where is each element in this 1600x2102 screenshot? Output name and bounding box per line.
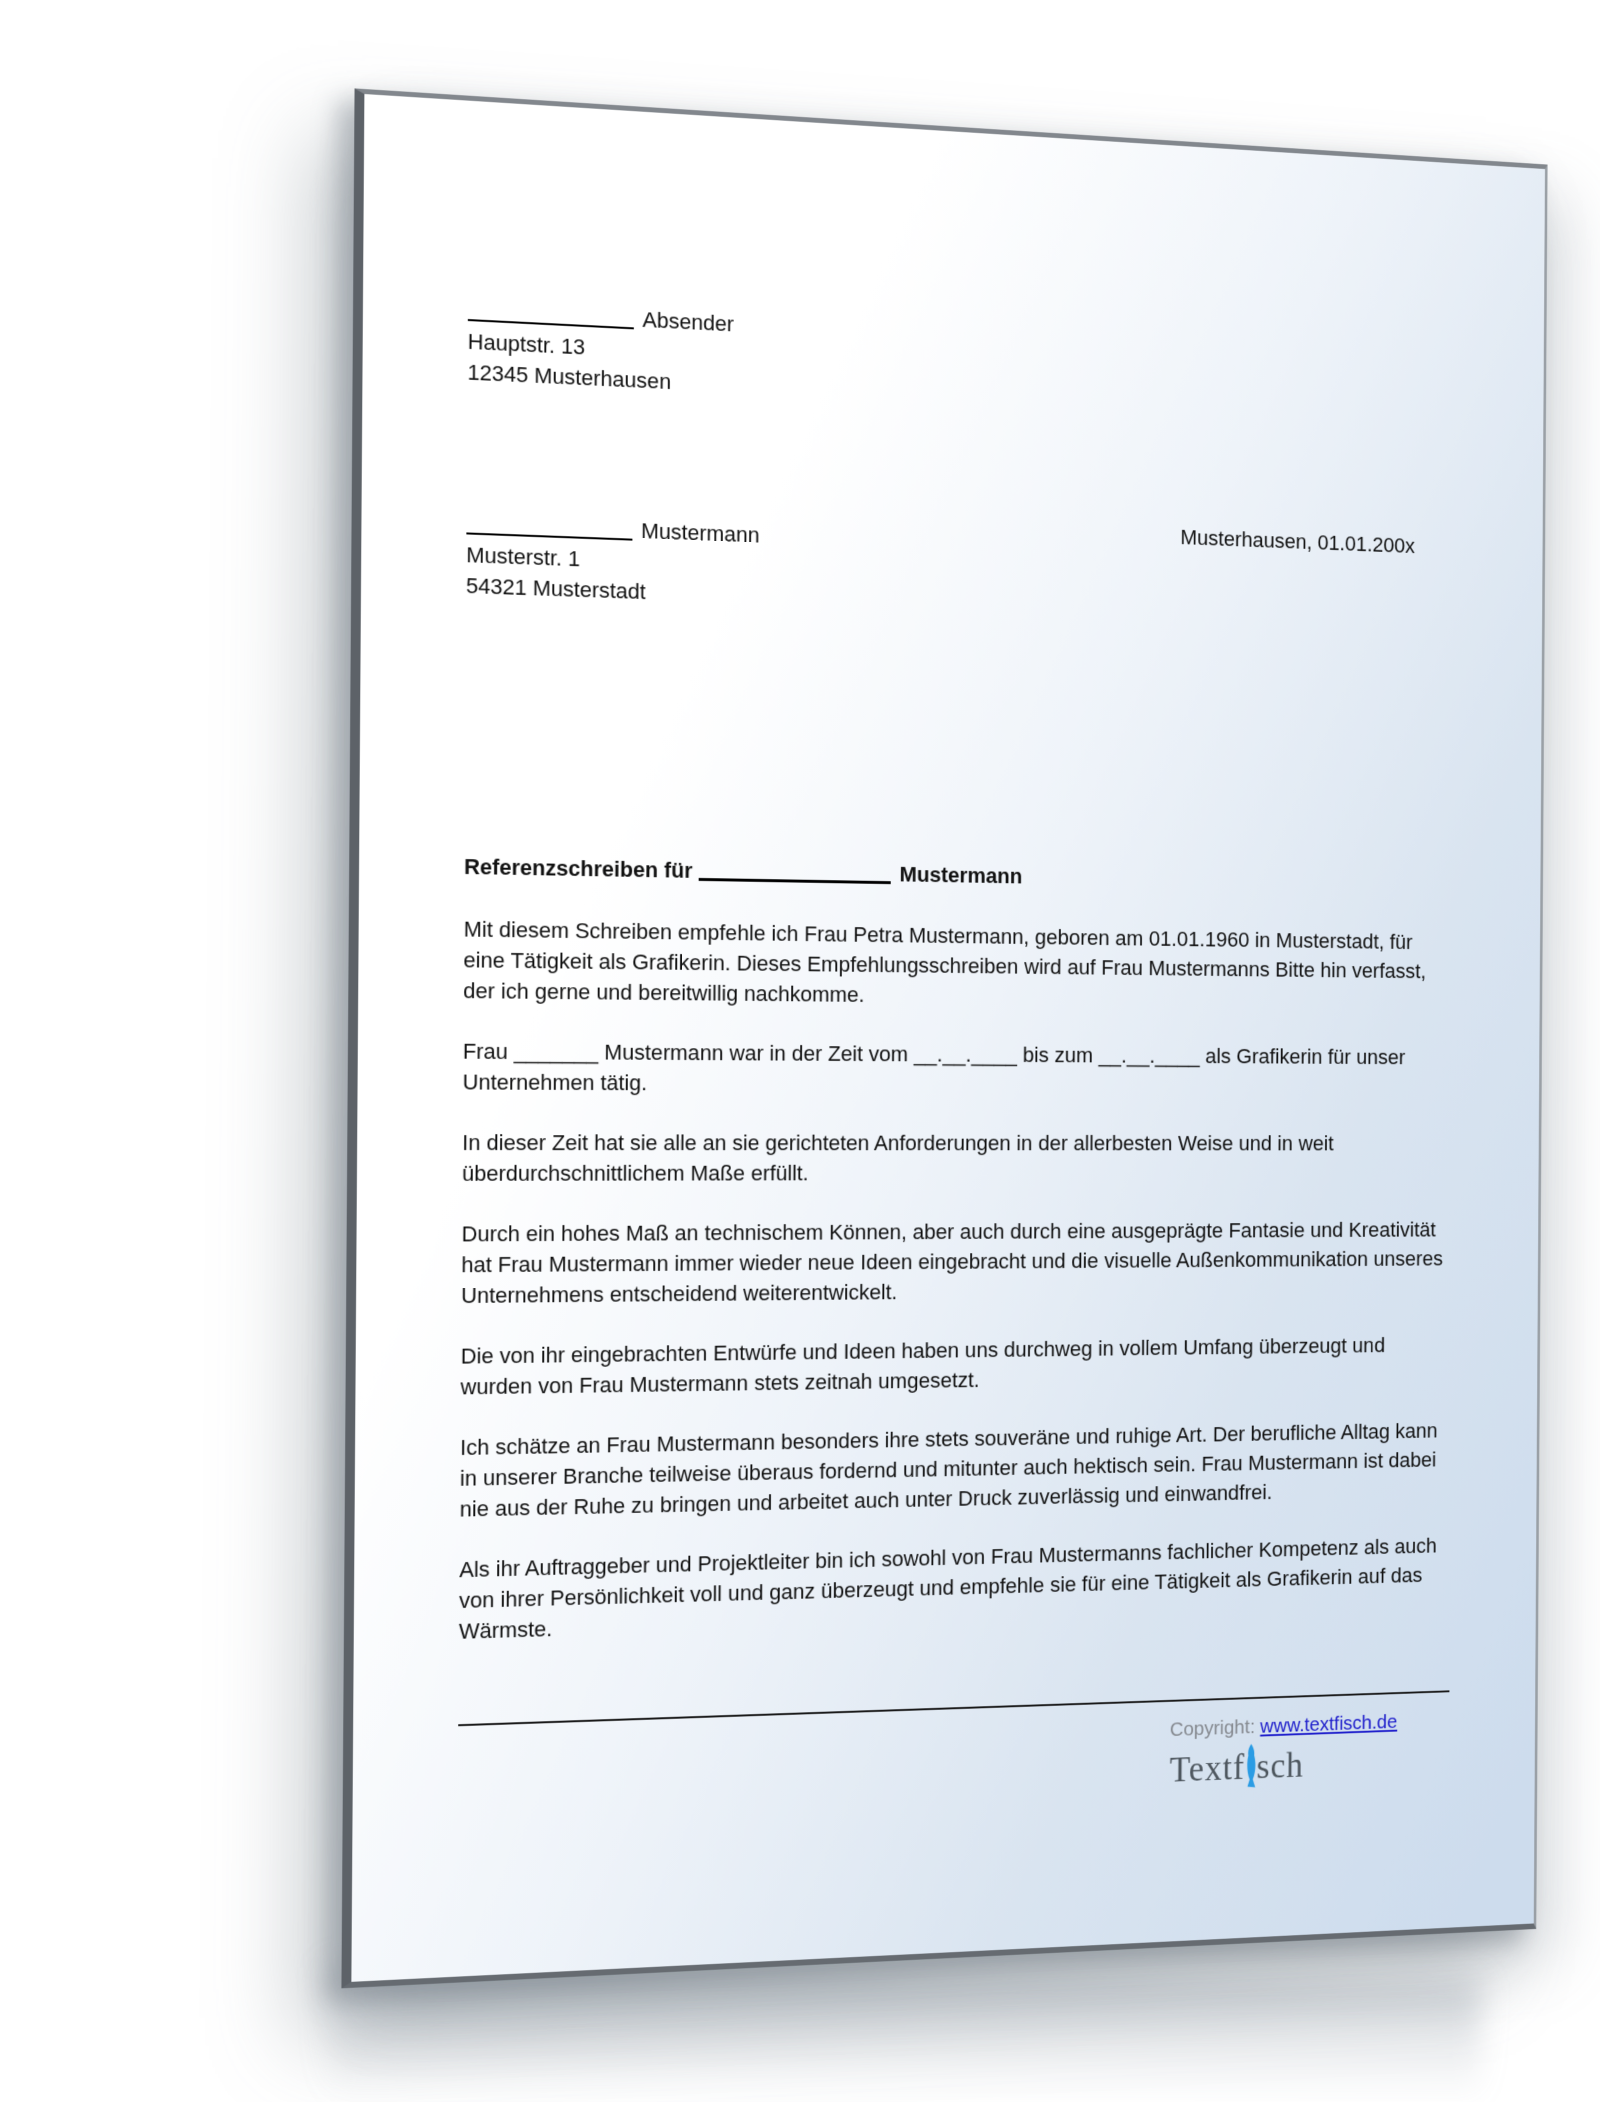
subject-blank-underline [698, 856, 890, 884]
subject-line [464, 851, 1455, 898]
sender-blank-underline [468, 297, 634, 330]
sender-block [467, 295, 1458, 433]
date-line: Musterhausen, 01.01.200x [1180, 525, 1415, 558]
recipient-city: 54321 Musterstadt [465, 573, 646, 604]
page-reflection [330, 1968, 1482, 2102]
letter-paragraph: Die von ihr eingebrachten Entwürfe und Ideen haben uns durchweg in vollem Umfang überzeugt und wurden von Frau Mustermann stets zeitnah umgesetzt. [460, 1333, 1386, 1400]
recipient-street: Musterstr. 1 [466, 542, 581, 572]
subject-prefix: Referenzschreiben für [464, 854, 693, 883]
sender-street: Hauptstr. 13 [467, 328, 586, 360]
logo-text-start: Textf [1169, 1747, 1246, 1791]
logo-text-end: sch [1256, 1745, 1304, 1787]
sender-city: 12345 Musterhausen [467, 359, 672, 394]
letter-paragraph: Ich schätze an Frau Mustermann besonders ihre stets souveräne und ruhige Art. Der berufliche Alltag kann in unserer Branche teilweise überaus fordernd und mitunter auch hektisch sein. Frau Mustermann ist dabei nie aus der Ruhe zu bringen und arbeitet auch unter Druck zuverlässig und einwandfrei. [459, 1418, 1438, 1522]
letter-paragraph: Mit diesem Schreiben empfehle ich Frau Petra Mustermann, geboren am 01.01.1960 in Musterstadt, für eine Tätigkeit als Grafikerin. Dieses Empfehlungsschreiben wird auf Frau Mustermanns Bitte hin verfasst, der ich gerne und bereitwillig nachkomme. [463, 916, 1427, 1007]
recipient-name-label: Mustermann [640, 518, 760, 548]
letter-paragraph: Durch ein hohes Maß an technischem Können, aber auch durch eine ausgeprägte Fantasie und Kreativität hat Frau Mustermann immer wieder neue Ideen eingebracht und die visuelle Außenkommunikation unseres Unternehmens entscheidend weiterentwickelt. [461, 1217, 1444, 1308]
copyright-label: Copyright: [1169, 1715, 1256, 1741]
textfisch-logo [1169, 1736, 1449, 1792]
letter-paragraph: In dieser Zeit hat sie alle an sie gerichteten Anforderungen in der allerbesten Weise und in weit überdurchschnittlichem Maße erfüllt. [461, 1130, 1334, 1186]
subject-suffix: Mustermann [899, 862, 1023, 889]
letter-content [352, 290, 1543, 1825]
document-page [341, 88, 1547, 1988]
letter-paragraph: Als ihr Auftraggeber und Projektleiter bin ich sowohl von Frau Mustermanns fachlicher Kompetenz als auch von ihrer Persönlichkeit voll und ganz überzeugt und empfehle sie für eine Tätigkeit als Grafikerin auf das Wärmste. [458, 1533, 1437, 1644]
sender-blank-label: Absender [642, 307, 735, 337]
letter-paragraph: Frau _______ Mustermann war in der Zeit vom __.__.____ bis zum __.__.____ als Grafikerin für unser Unternehmen tätig. [462, 1038, 1406, 1096]
recipient-blank-underline [466, 510, 632, 541]
copyright-link[interactable]: www.textfisch.de [1260, 1710, 1398, 1738]
footer-credits [1169, 1705, 1449, 1792]
